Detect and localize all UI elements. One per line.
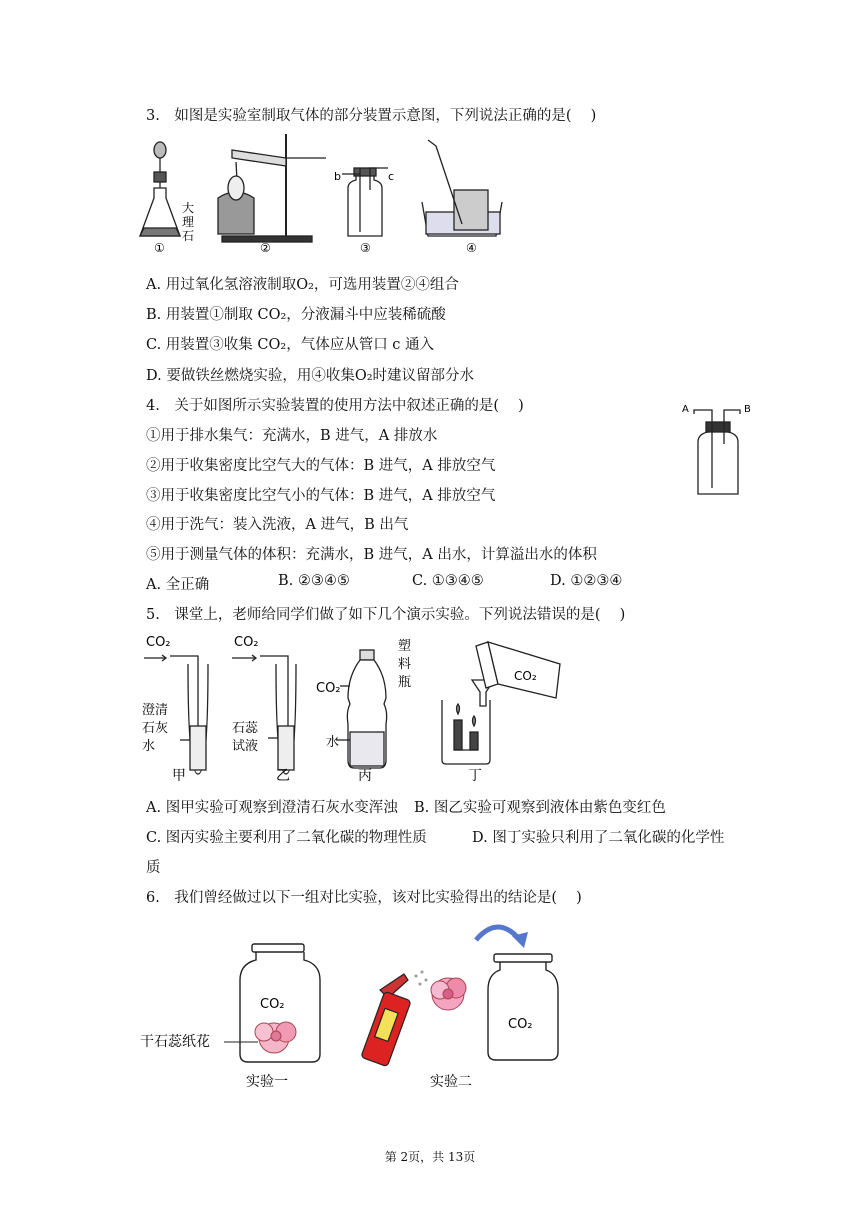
apparatus-number-2: ② (260, 241, 271, 252)
q5-stem: 5. 课堂上，老师给同学们做了如下几个演示实验。下列说法错误的是( ) (146, 607, 626, 623)
apparatus-number-4: ④ (466, 241, 477, 252)
q5-option-c: C. 图丙实验主要利用了二氧化碳的物理性质 (146, 830, 427, 846)
plastic-label-1: 塑 (398, 639, 412, 654)
q4-option-b: B. ②③④⑤ (278, 573, 350, 589)
co2-label-ding: CO₂ (514, 669, 537, 683)
limewater-label-3: 水 (142, 739, 156, 754)
tube-label-c: c (388, 170, 395, 183)
q3-stem: 3. 如图是实验室制取气体的部分装置示意图，下列说法正确的是( ) (146, 108, 597, 124)
co2-label-bing: CO₂ (316, 681, 341, 696)
tube-label-b: B (744, 404, 751, 415)
q5-option-b: B. 图乙实验可观察到液体由紫色变红色 (414, 800, 666, 816)
q4-option-d: D. ①②③④ (550, 573, 623, 589)
caption-yi: 乙 (276, 768, 290, 784)
marble-label-3: 石 (182, 229, 195, 243)
q3-option-d: D. 要做铁丝燃烧实验，用④收集O₂时建议留部分水 (146, 368, 475, 384)
dry-flower-label: 干石蕊纸花 (140, 1034, 210, 1050)
q4-option-c: C. ①③④⑤ (412, 573, 484, 589)
rose-flower (431, 978, 466, 1010)
apparatus-3-gas-bottle (342, 168, 388, 236)
limewater-label-2: 石灰 (142, 721, 169, 736)
apparatus-1-flask (140, 142, 180, 236)
spray-bottle-icon (361, 974, 411, 1067)
q5-option-a: A. 图甲实验可观察到澄清石灰水变浑浊 (146, 800, 398, 816)
test-tube-yi (232, 655, 296, 774)
q3-option-b: B. 用装置①制取 CO₂，分液漏斗中应装稀硫酸 (146, 307, 446, 323)
q4-item-3: ③用于收集密度比空气小的气体：B 进气，A 排放空气 (146, 488, 496, 504)
apparatus-number-3: ③ (360, 241, 371, 252)
tube-label-a: A (682, 404, 689, 415)
q3-option-c: C. 用装置③收集 CO₂，气体应从管口 c 通入 (146, 337, 435, 353)
marble-label-1: 大 (182, 201, 195, 215)
q6-comparison-figure (136, 914, 576, 1094)
plastic-label-2: 料 (398, 657, 412, 672)
co2-label-jar2: CO₂ (508, 1017, 533, 1032)
curved-arrow-icon (476, 927, 520, 940)
water-label: 水 (326, 735, 340, 750)
q4-item-2: ②用于收集密度比空气大的气体：B 进气，A 排放空气 (146, 458, 496, 474)
co2-label-yi: CO₂ (234, 635, 259, 650)
q5-demo-figure (136, 628, 576, 786)
experiment-1-label: 实验一 (246, 1074, 288, 1090)
apparatus-4-water-trough (422, 140, 502, 236)
apparatus-2-heating (218, 134, 326, 242)
caption-bing: 丙 (358, 768, 372, 784)
dry-litmus-flower (255, 1022, 296, 1053)
marble-label-2: 理 (182, 215, 195, 229)
co2-label-jia: CO₂ (146, 635, 171, 650)
jar-experiment-2 (488, 954, 558, 1060)
q4-item-1: ①用于排水集气：充满水，B 进气，A 排放水 (146, 428, 438, 444)
q5-option-d: D. 图丁实验只利用了二氧化碳的化学性 (472, 830, 725, 846)
caption-ding: 丁 (468, 768, 482, 784)
q3-apparatus-figure (136, 128, 516, 252)
q5-option-d-continued: 质 (146, 860, 161, 876)
q6-stem: 6. 我们曾经做过以下一组对比实验，该对比实验得出的结论是( ) (146, 890, 582, 906)
tube-label-b: b (334, 170, 341, 183)
plastic-bottle-bing (336, 650, 387, 768)
caption-jia: 甲 (172, 768, 186, 784)
spray-mist (415, 971, 428, 986)
apparatus-number-1: ① (154, 241, 165, 252)
litmus-label-2: 试液 (232, 739, 259, 754)
q4-item-4: ④用于洗气：装入洗液，A 进气，B 出气 (146, 517, 409, 533)
limewater-label-1: 澄清 (142, 703, 169, 718)
q4-stem: 4. 关于如图所示实验装置的使用方法中叙述正确的是( ) (146, 398, 524, 414)
beaker-candles-ding (442, 642, 560, 764)
q3-option-a: A. 用过氧化氢溶液制取O₂，可选用装置②④组合 (146, 277, 459, 293)
litmus-label-1: 石蕊 (232, 721, 259, 736)
q4-item-5: ⑤用于测量气体的体积：充满水，B 进气，A 出水，计算溢出水的体积 (146, 547, 597, 563)
page-footer: 第 2页，共 13页 (384, 1150, 476, 1164)
co2-label-jar1: CO₂ (260, 997, 285, 1012)
experiment-2-label: 实验二 (430, 1074, 472, 1090)
plastic-label-3: 瓶 (398, 675, 412, 690)
q4-gas-bottle-figure (674, 398, 770, 498)
q4-option-a: A. 全正确 (146, 577, 210, 593)
